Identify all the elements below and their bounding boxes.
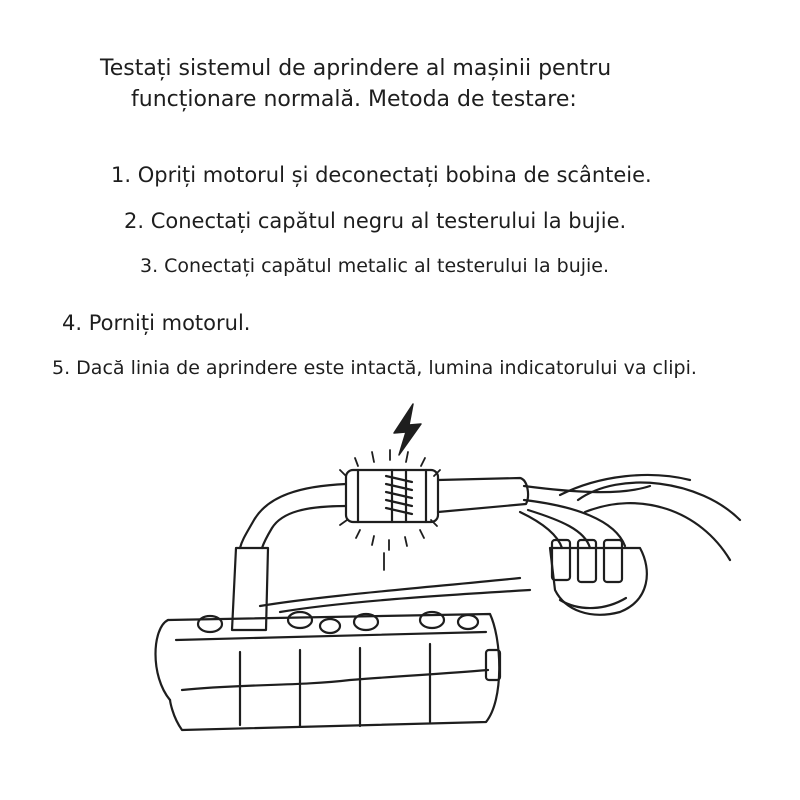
- distributor-cap: [550, 540, 647, 615]
- intro-line-1: Testați sistemul de aprindere al mașinii pentru: [100, 56, 612, 81]
- step-4: 4. Porniți motorul.: [62, 311, 251, 335]
- engine-block: [156, 578, 531, 730]
- lightning-bolt-icon: [394, 404, 421, 455]
- step-2: 2. Conectați capătul negru al testerului la bujie.: [124, 209, 627, 233]
- intro-line-2: funcționare normală. Metoda de testare:: [131, 87, 577, 112]
- step-1: 1. Opriți motorul și deconectați bobina de scânteie.: [111, 163, 652, 187]
- step-5: 5. Dacă linia de aprindere este intactă, lumina indicatorului va clipi.: [52, 357, 697, 379]
- spark-tester: [346, 470, 528, 522]
- left-lead-wire: [232, 484, 346, 630]
- step-3: 3. Conectați capătul metalic al testerului la bujie.: [140, 255, 610, 277]
